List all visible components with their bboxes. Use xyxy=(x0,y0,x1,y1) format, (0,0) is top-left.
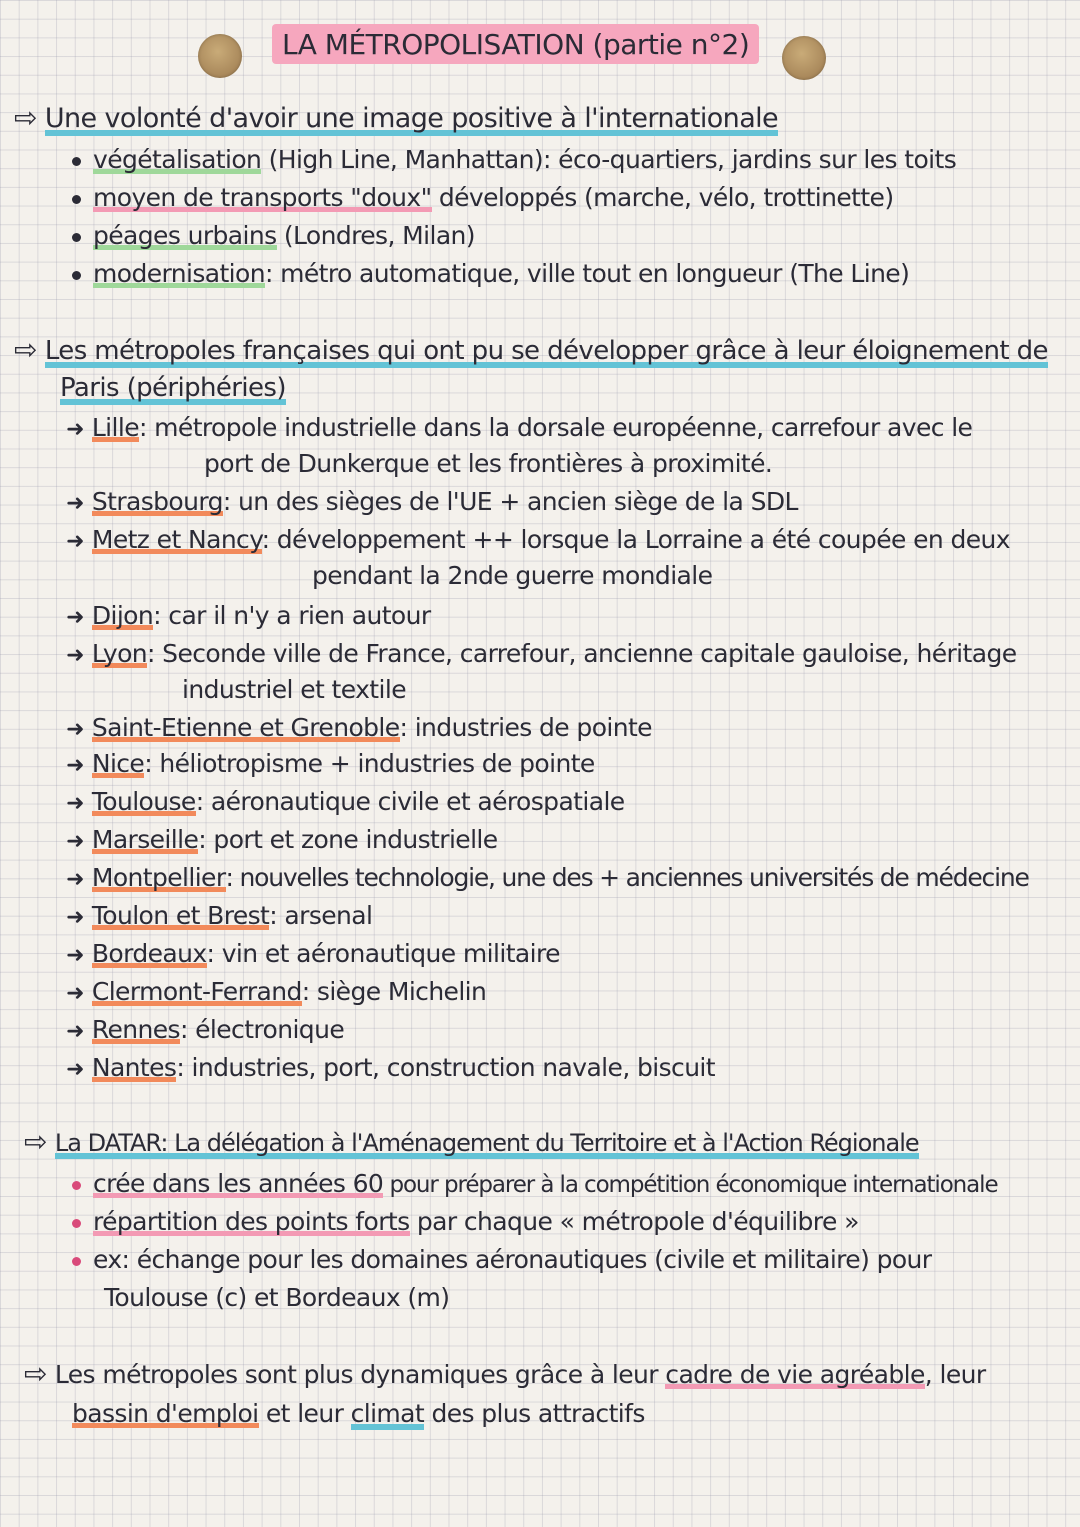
list-item: ➜ Strasbourg: un des sièges de l'UE + ancien siège de la SDL xyxy=(66,487,798,516)
list-item: ➜ Montpellier: nouvelles technologie, une des + anciennes universités de médecine xyxy=(66,863,1029,892)
list-item: péages urbains (Londres, Milan) xyxy=(72,220,475,252)
page-title: LA MÉTROPOLISATION (partie n°2) xyxy=(282,27,750,61)
arrow-icon: ⇨ xyxy=(14,101,37,134)
list-item: répartition des points forts par chaque « métropole d'équilibre » xyxy=(72,1206,859,1238)
list-item: ➜ Lille: métropole industrielle dans la dorsale européenne, carrefour avec le xyxy=(66,413,973,442)
section-2-heading: Les métropoles françaises qui ont pu se développer grâce à leur éloignement de xyxy=(44,336,1048,366)
arrow-right-icon: ➜ xyxy=(66,605,84,630)
arrow-right-icon: ➜ xyxy=(66,643,84,668)
bullet-icon xyxy=(72,271,81,280)
bullet-icon xyxy=(72,157,81,166)
arrow-right-icon: ➜ xyxy=(66,791,84,816)
bullet-icon xyxy=(72,195,81,204)
arrow-right-icon: ➜ xyxy=(66,491,84,516)
arrow-icon: ⇨ xyxy=(24,1357,47,1390)
arrow-icon: ⇨ xyxy=(24,1125,47,1158)
list-item: ➜ Metz et Nancy: développement ++ lorsque la Lorraine a été coupée en deux xyxy=(66,525,1010,554)
arrow-right-icon: ➜ xyxy=(66,905,84,930)
section-2-heading-cont: Paris (périphéries) xyxy=(60,373,286,403)
punch-hole-right xyxy=(782,36,826,80)
bullet-icon xyxy=(72,1257,81,1266)
arrow-right-icon: ➜ xyxy=(66,529,84,554)
arrow-right-icon: ➜ xyxy=(66,829,84,854)
arrow-right-icon: ➜ xyxy=(66,1057,84,1082)
list-item: moyen de transports "doux" développés (marche, vélo, trottinette) xyxy=(72,182,894,214)
arrow-right-icon: ➜ xyxy=(66,753,84,778)
list-item: ex: échange pour les domaines aéronautiques (civile et militaire) pour xyxy=(72,1244,931,1276)
bullet-icon xyxy=(72,1219,81,1228)
list-item: ➜ Saint-Etienne et Grenoble: industries de pointe xyxy=(66,713,652,742)
arrow-right-icon: ➜ xyxy=(66,981,84,1006)
bullet-icon xyxy=(72,1181,81,1190)
list-item: ➜ Lyon: Seconde ville de France, carrefour, ancienne capitale gauloise, héritage xyxy=(66,639,1017,668)
list-item: ➜ Toulon et Brest: arsenal xyxy=(66,901,373,930)
list-item: ➜ Bordeaux: vin et aéronautique militaire xyxy=(66,939,560,968)
section-3-heading: La DATAR: La délégation à l'Aménagement du Territoire et à l'Action Régionale xyxy=(54,1129,919,1157)
section-1-heading: Une volonté d'avoir une image positive à l'internationale xyxy=(44,103,779,134)
list-item: végétalisation (High Line, Manhattan): éco-quartiers, jardins sur les toits xyxy=(72,144,956,176)
list-item: ➜ Nice: héliotropisme + industries de pointe xyxy=(66,749,595,778)
list-item: modernisation: métro automatique, ville tout en longueur (The Line) xyxy=(72,258,909,290)
arrow-right-icon: ➜ xyxy=(66,417,84,442)
bullet-icon xyxy=(72,233,81,242)
list-item: ➜ Toulouse: aéronautique civile et aérospatiale xyxy=(66,787,625,816)
arrow-right-icon: ➜ xyxy=(66,1019,84,1044)
list-item: crée dans les années 60 pour préparer à la compétition économique internationale xyxy=(72,1168,998,1201)
arrow-right-icon: ➜ xyxy=(66,943,84,968)
arrow-right-icon: ➜ xyxy=(66,867,84,892)
list-item: ➜ Clermont-Ferrand: siège Michelin xyxy=(66,977,487,1006)
list-item: ➜ Nantes: industries, port, construction navale, biscuit xyxy=(66,1053,715,1082)
arrow-icon: ⇨ xyxy=(14,333,37,366)
title-highlight xyxy=(272,24,759,64)
list-item: ➜ Rennes: électronique xyxy=(66,1015,345,1044)
list-item: ➜ Marseille: port et zone industrielle xyxy=(66,825,498,854)
list-item: ➜ Dijon: car il n'y a rien autour xyxy=(66,601,431,630)
punch-hole-left xyxy=(198,34,242,78)
arrow-right-icon: ➜ xyxy=(66,717,84,742)
